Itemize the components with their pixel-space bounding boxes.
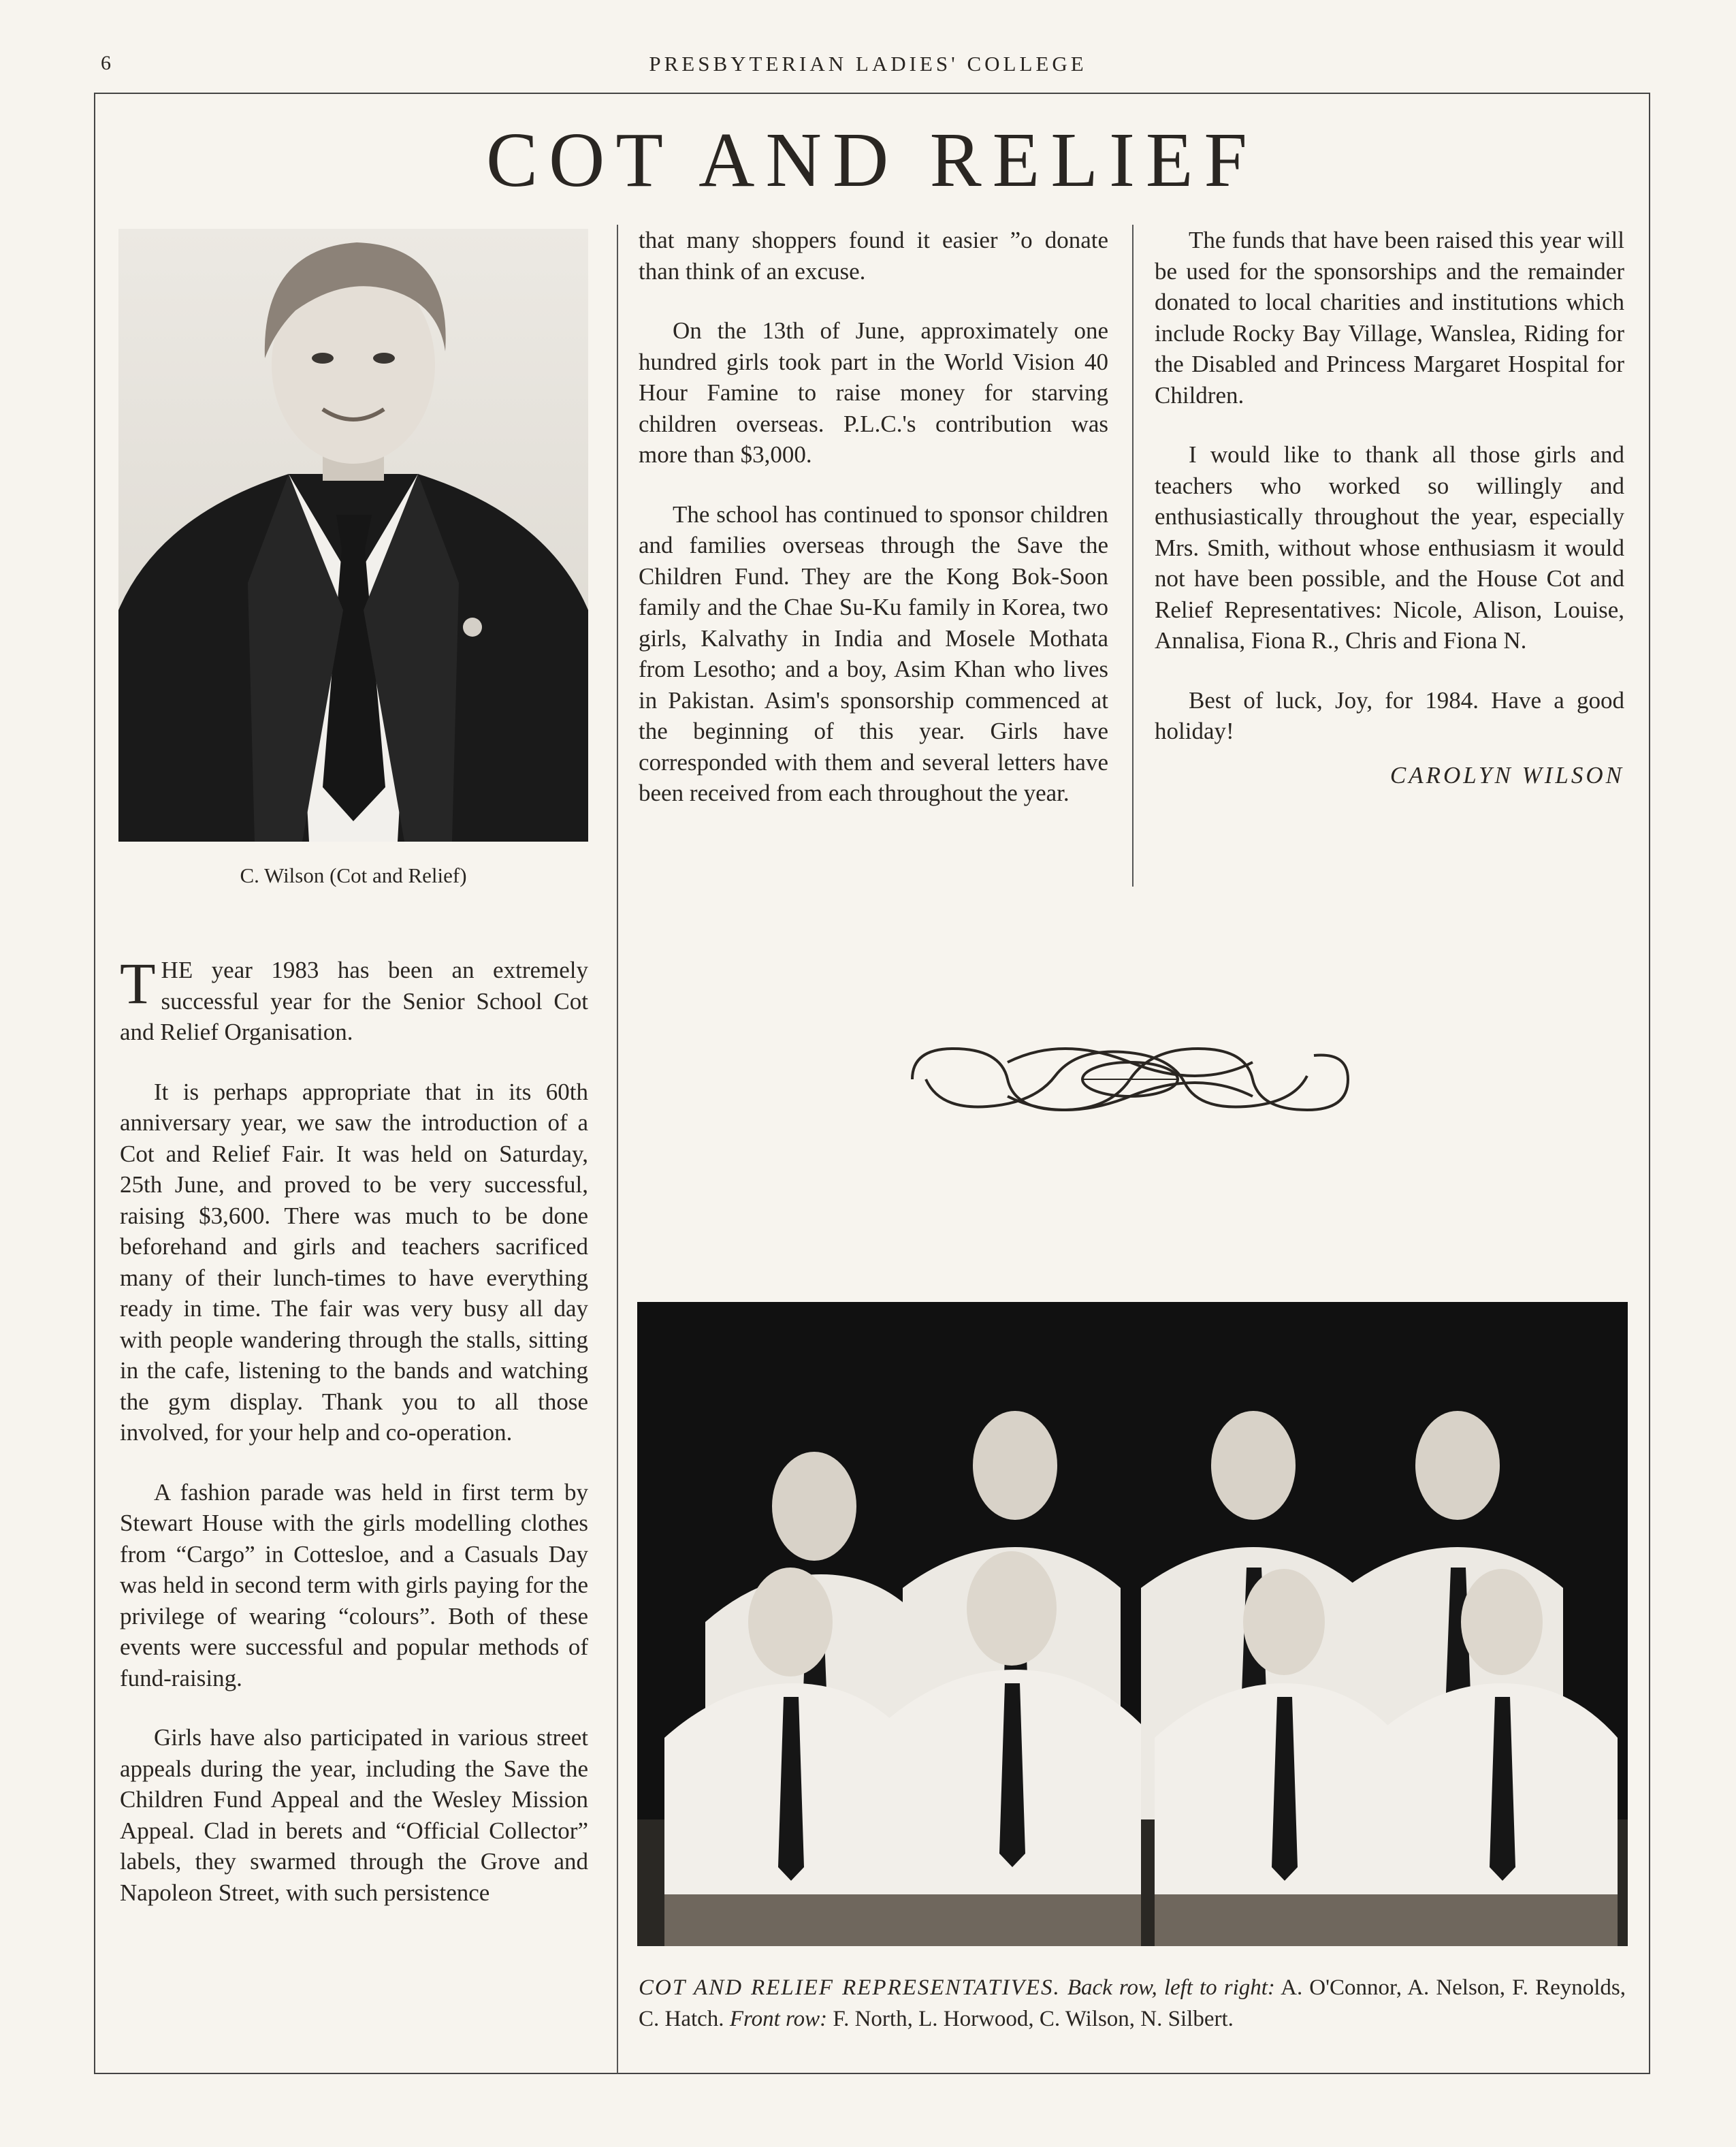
paragraph-street-appeals: Girls have also participated in various street appeals during the year, including the Save the Children Fund Appeal and the Wesley Mission Appeal. Clad in berets and “Official Collector” labels, they swarmed through the Grove and Napoleon Street, with such persistence [120, 1724, 588, 1906]
group-photo-caption [639, 1972, 1626, 2035]
caption-front-label: Front row: [729, 2007, 828, 2031]
group-photo [637, 1302, 1628, 1946]
column-1 [120, 951, 588, 1908]
paragraph-sponsorship: The school has continued to sponsor children and families overseas through the Save the Children Fund. They are the Kong Bok-Soon family and the Chae Su-Ku family in Korea, two girls, Kalvathy in India and Mosele Mothata from Lesotho; and a boy, Asim Khan who lives in Pakistan. Asim's sponsorship commenced at the beginning of this year. Girls have corresponded with them and several letters have been received from each throughout the year. [639, 500, 1108, 806]
article-title: COT AND RELIEF [486, 116, 1258, 203]
portrait-photo [118, 229, 588, 842]
caption-back-label: Back row, left to right: [1067, 1975, 1275, 2000]
column-rule-left [617, 225, 618, 2073]
portrait-caption: C. Wilson (Cot and Relief) [240, 863, 467, 887]
paragraph-funds: The funds that have been raised this year will be used for the sponsorships and the remainder donated to local charities and institutions which include Rocky Bay Village, Wanslea, Riding for the Disabled and Princess Margaret Hospital for Children. [1155, 227, 1624, 409]
paragraph-famine: On the 13th of June, approximately one hundred girls took part in the World Vision 40 Hour Famine to raise money for starving children overseas. P.L.C.'s contribution was more than $3,000. [639, 317, 1108, 468]
caption-front-names: F. North, L. Horwood, C. Wilson, N. Silbert. [833, 2007, 1234, 2031]
caption-title: COT AND RELIEF REPRESENTATIVES. [639, 1975, 1061, 2000]
caption-back-names: A. O'Connor, A. Nelson, F. Reynolds, C. Hatch. [639, 1975, 1626, 2031]
ornament-flourish [899, 1021, 1362, 1137]
column-2 [639, 225, 1108, 809]
paragraph-thanks: I would like to thank all those girls and teachers who worked so willingly and enthusiastically throughout the year, especially Mrs. Smith, without whose enthusiasm it would not have been possible, and the House Cot and Relief Representatives: Nicole, Alison, Louise, Annalisa, Fiona R., Chris and Fiona N. [1155, 441, 1624, 654]
running-head: PRESBYTERIAN LADIES' COLLEGE [649, 52, 1087, 76]
paragraph-continuation: that many shoppers found it easier ”o donate than think of an excuse. [639, 227, 1108, 285]
page-number: 6 [101, 52, 111, 74]
paragraph-fair: It is perhaps appropriate that in its 60th anniversary year, we saw the introduction of a Cot and Relief Fair. It was held on Saturday, 25th June, and proved to be very successful, raising $3,600. There was much to be done beforehand and girls and teachers sacrificed many of their lunch-times to have everything ready in time. The fair was very busy all day with people wandering through the stalls, sitting in the cafe, listening to the bands and watching the gym display. Thank you to all those involved, for your help and co-operation. [120, 1078, 588, 1446]
paragraph-fashion-parade: A fashion parade was held in first term by Stewart House with the girls modelling clothes from “Cargo” in Cottesloe, and a Casuals Day was held in second term with girls paying for the privilege of wearing “colours”. Both of these events were successful and popular methods of fund-raising. [120, 1478, 588, 1691]
column-3 [1155, 225, 1624, 789]
paragraph-intro [120, 951, 588, 1048]
column-rule-right [1132, 225, 1134, 887]
intro-text: HE year 1983 has been an extremely successful year for the Senior School Cot and Relief Organisation. [120, 957, 588, 1045]
author-signature: CAROLYN WILSON [1389, 761, 1624, 789]
paragraph-farewell: Best of luck, Joy, for 1984. Have a good holiday! [1155, 686, 1624, 744]
drop-cap: T [120, 951, 156, 1016]
